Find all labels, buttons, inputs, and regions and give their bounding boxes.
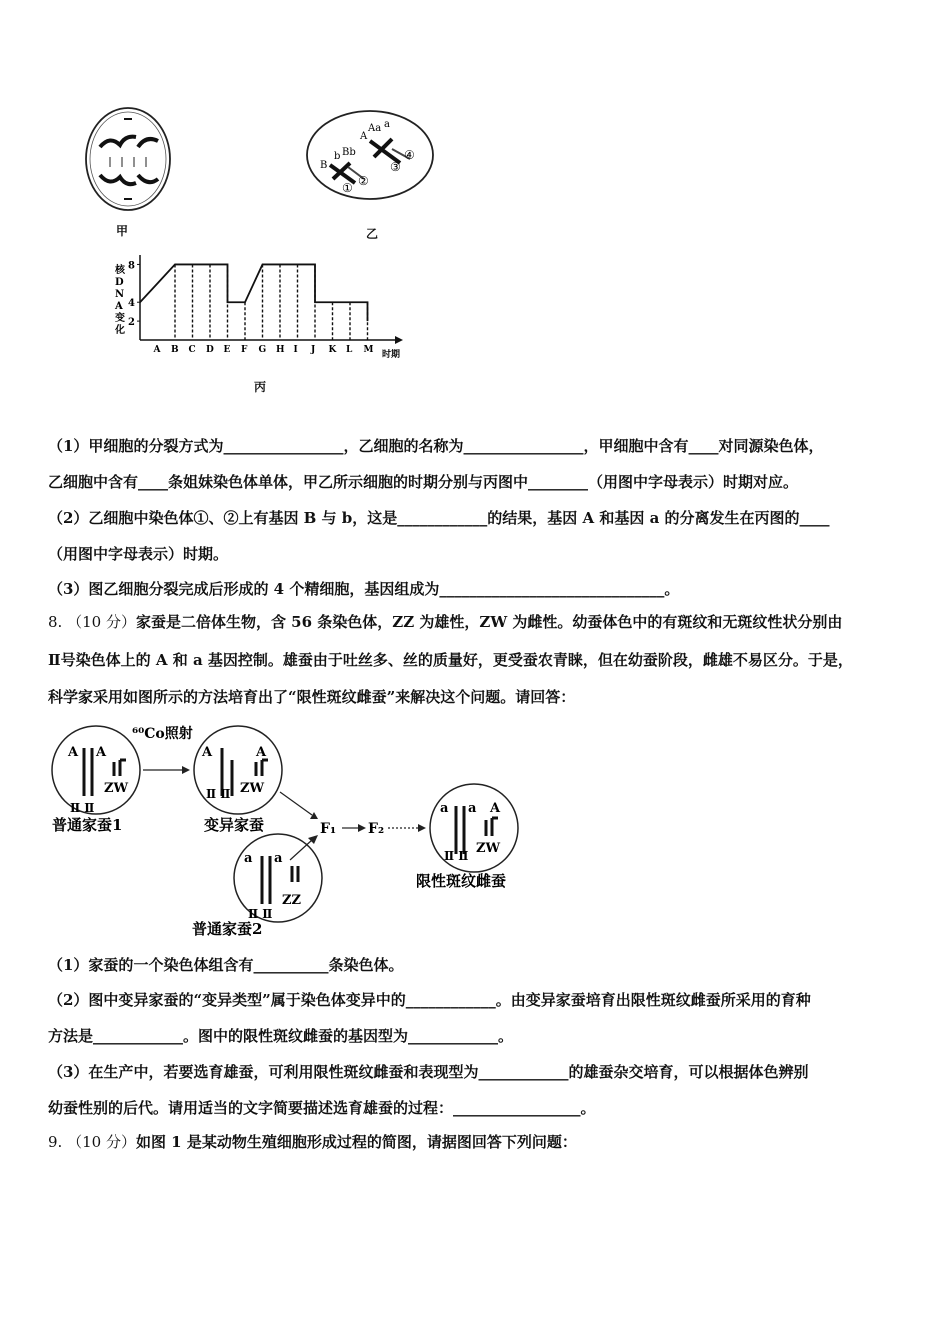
figure-yi: [300, 105, 440, 205]
chromosome-number-4: ④: [404, 148, 415, 162]
result-gene-a-left: a: [440, 801, 449, 816]
silkworm1-label: 普通家蚕1: [52, 816, 123, 834]
silkworm2-gene-a-right: a: [274, 851, 283, 866]
silkworm2-gene-a-left: a: [244, 851, 253, 866]
q8-stem-line1: [48, 612, 842, 632]
q8-number: 8.: [48, 613, 63, 631]
gene-label-Aa: Aa: [368, 123, 382, 134]
gene-label-Bb: Bb: [342, 147, 356, 158]
caption-jia: 甲: [116, 224, 129, 238]
ytick-label-4: 4: [128, 298, 135, 310]
figure-jia: [80, 105, 180, 215]
f2-label: F₂: [368, 821, 385, 837]
chromosome-number-1: ①: [342, 181, 353, 195]
mutant-zw: ZW: [240, 781, 265, 796]
silkworm2-label: 普通家蚕2: [192, 920, 263, 938]
chart-ylabel: 核 D N A 变化: [115, 265, 125, 336]
q8-part3-line2: 幼蚕性别的后代。请用适当的文字简要描述选育雄蚕的过程：_________________。: [48, 1099, 596, 1117]
silkworm1-chrom2: Ⅱ Ⅱ: [70, 801, 95, 815]
q7-part3-line1: （3）图乙细胞分裂完成后形成的 4 个精细胞，基因组成为______________________________。: [48, 580, 680, 598]
q7-part1-line1: （1）甲细胞的分裂方式为________________，乙细胞的名称为________________，甲细胞中含有____对同源染色体，: [48, 437, 824, 455]
silkworm1-gene-A-left: A: [68, 745, 79, 760]
q8-stem-line2: Ⅱ号染色体上的 A 和 a 基因控制。雄蚕由于吐丝多、丝的质量好，更受蚕农青睐，但在幼蚕阶段，雌雄不易区分。于是，: [48, 651, 853, 669]
result-zw: ZW: [476, 841, 501, 856]
mutant-gene-A-left: A: [202, 745, 213, 760]
xtick-label-F: F: [241, 345, 248, 355]
figure-bing-graph: [100, 245, 420, 370]
xtick-label-C: C: [188, 345, 196, 355]
caption-yi: 乙: [366, 227, 379, 241]
chart-xlabel: 时期: [382, 350, 401, 360]
q8-part1: （1）家蚕的一个染色体组含有__________条染色体。: [48, 956, 404, 974]
xtick-label-D: D: [206, 345, 214, 355]
chromosome-number-2: ②: [358, 174, 369, 188]
xtick-label-A: A: [153, 345, 161, 355]
q9-number: 9.: [48, 1133, 63, 1151]
mutant-chrom2: Ⅱ Ⅱ: [206, 787, 231, 801]
q9-stem: 如图 1 是某动物生殖细胞形成过程的简图，请据图回答下列问题：: [135, 1133, 577, 1151]
q8-stem-text1: 家蚕是二倍体生物，含 56 条染色体，ZZ 为雄性，ZW 为雌性。幼蚕体色中的有斑纹和无斑纹性状分别由: [135, 613, 843, 631]
q9-score: （10 分）: [67, 1133, 136, 1151]
gene-label-b: b: [334, 151, 341, 162]
xtick-label-B: B: [171, 345, 179, 355]
xtick-label-E: E: [223, 345, 231, 355]
ytick-label-2: 2: [128, 317, 135, 329]
irradiation-label: ⁶⁰Co照射: [132, 726, 193, 742]
silkworm1-gene-A-right: A: [96, 745, 107, 760]
q8-part2-line1: （2）图中变异家蚕的“变异类型”属于染色体变异中的____________。由变异家蚕培育出限性斑纹雌蚕所采用的育种: [48, 991, 811, 1009]
q7-part2-line2: （用图中字母表示）时期。: [48, 545, 229, 563]
ytick-label-8: 8: [128, 260, 135, 272]
result-gene-A: A: [490, 801, 501, 816]
silkworm1-zw: ZW: [104, 781, 129, 796]
silkworm2-zz: ZZ: [282, 893, 301, 908]
mutant-gene-A-right: A: [256, 745, 267, 760]
xtick-label-K: K: [328, 345, 337, 355]
xtick-label-M: M: [363, 345, 374, 355]
xtick-label-G: G: [258, 345, 267, 355]
silkworm2-chrom2: Ⅱ Ⅱ: [248, 907, 273, 921]
q8-score: （10 分）: [67, 613, 136, 631]
q7-part2-line1: （2）乙细胞中染色体①、②上有基因 B 与 b，这是____________的结果，基因 A 和基因 a 的分离发生在丙图的____: [48, 509, 830, 527]
q8-part3-line1: （3）在生产中，若要选育雄蚕，可利用限性斑纹雌蚕和表现型为____________的雄蚕杂交培育，可以根据体色辨别: [48, 1063, 809, 1081]
chart-series-line: [140, 264, 368, 321]
gene-label-A: A: [360, 131, 368, 142]
result-label: 限性斑纹雌蚕: [416, 872, 507, 890]
result-chrom2: Ⅱ Ⅱ: [444, 849, 469, 863]
xtick-label-H: H: [276, 345, 285, 355]
q8-stem-line3: 科学家采用如图所示的方法培育出了“限性斑纹雌蚕”来解决这个问题。请回答：: [48, 688, 576, 706]
f1-label: F₁: [320, 821, 337, 837]
result-gene-a-right: a: [468, 801, 477, 816]
xtick-label-L: L: [346, 345, 353, 355]
q7-part1-line2: 乙细胞中含有____条姐妹染色体单体，甲乙所示细胞的时期分别与丙图中________（用图中字母表示）时期对应。: [48, 473, 799, 491]
xtick-label-I: I: [293, 345, 298, 355]
mutant-label: 变异家蚕: [204, 816, 265, 834]
dna-change-chart: [100, 245, 420, 370]
chromosome-number-3: ③: [390, 160, 401, 174]
silkworm-breeding-diagram: [40, 720, 560, 940]
silkworm1-cell: [52, 726, 140, 814]
gene-label-B: B: [320, 160, 328, 171]
q9-stem-line: [48, 1132, 577, 1152]
gene-label-a: a: [384, 119, 390, 130]
caption-bing: 丙: [254, 380, 267, 394]
xtick-label-J: J: [311, 345, 316, 355]
q8-part2-line2: 方法是____________。图中的限性斑纹雌蚕的基因型为____________。: [48, 1027, 514, 1045]
